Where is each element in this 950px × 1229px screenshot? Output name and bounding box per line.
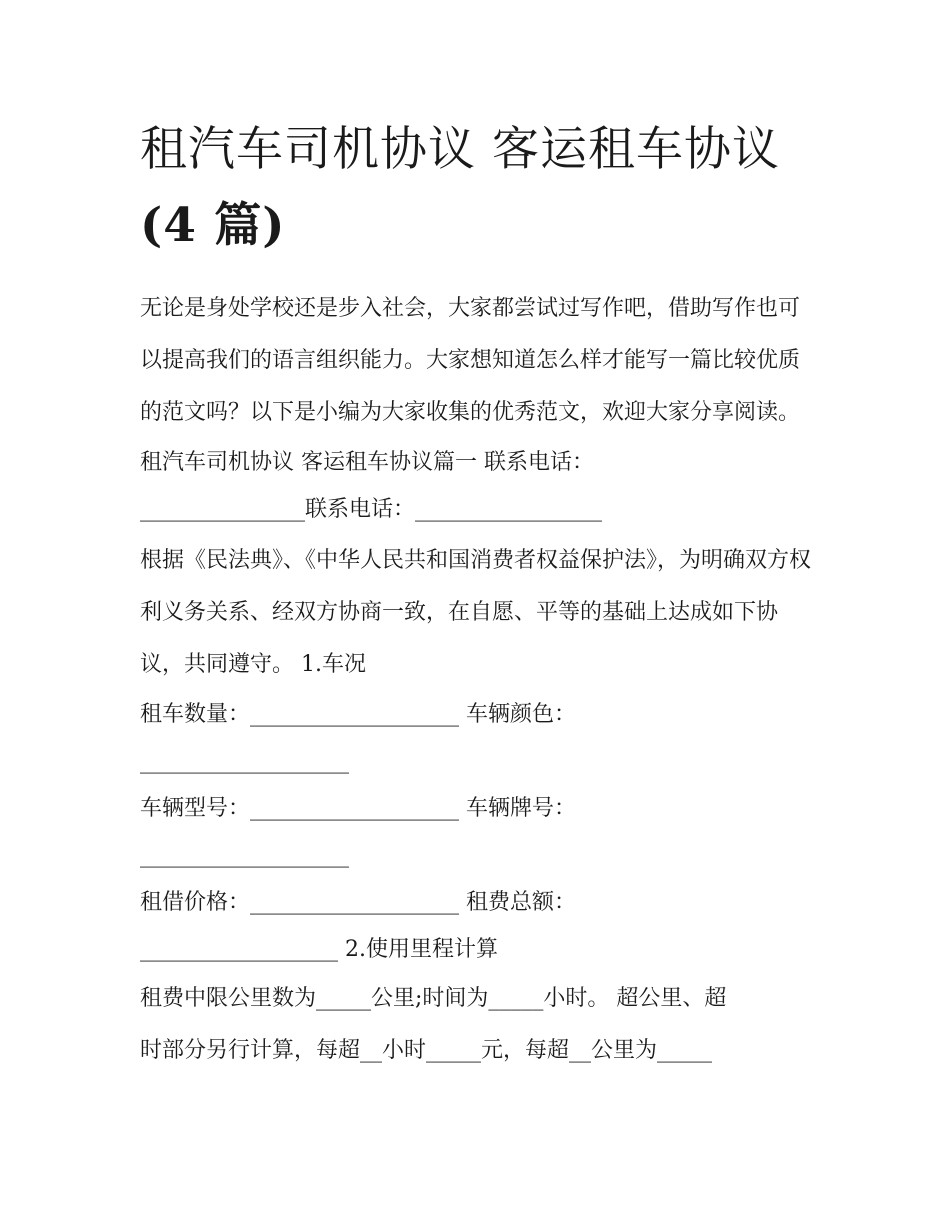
limit-line-1: 租费中限公里数为_____公里;时间为_____小时。 超公里、超 bbox=[140, 986, 727, 1011]
mileage-line: __________________ 2.使用里程计算 bbox=[140, 937, 498, 962]
document-page bbox=[140, 112, 812, 1077]
document-title bbox=[140, 112, 812, 264]
contact-line: _______________联系电话：_________________ bbox=[140, 497, 603, 522]
rent-count-line: 租车数量：___________________ 车辆颜色： bbox=[140, 702, 576, 727]
section-heading: 租汽车司机协议 客运租车协议篇一 联系电话： bbox=[140, 450, 594, 475]
title-line-2: (4 篇) bbox=[140, 198, 286, 253]
rent-count-blank: ___________________ bbox=[140, 749, 349, 774]
basis-paragraph: 根据《民法典》、《中华人民共和国消费者权益保护法》，为明确双方权利义务关系、经双方协商一致，在自愿、平等的基础上达成如下协议，共同遵守。 1.车况 bbox=[140, 548, 812, 677]
intro-paragraph: 无论是身处学校还是步入社会，大家都尝试过写作吧，借助写作也可以提高我们的语言组织能力。大家想知道怎么样才能写一篇比较优质的范文吗？以下是小编为大家收集的优秀范文，欢迎大家分享阅读。 bbox=[140, 296, 801, 425]
model-line: 车辆型号：___________________ 车辆牌号： bbox=[140, 796, 576, 821]
title-line-1: 租汽车司机协议 客运租车协议 bbox=[140, 122, 780, 177]
model-blank: ___________________ bbox=[140, 843, 349, 868]
price-line: 租借价格：___________________ 租费总额： bbox=[140, 890, 576, 915]
limit-line-2: 时部分另行计算，每超__小时_____元，每超__公里为_____ bbox=[140, 1038, 713, 1063]
